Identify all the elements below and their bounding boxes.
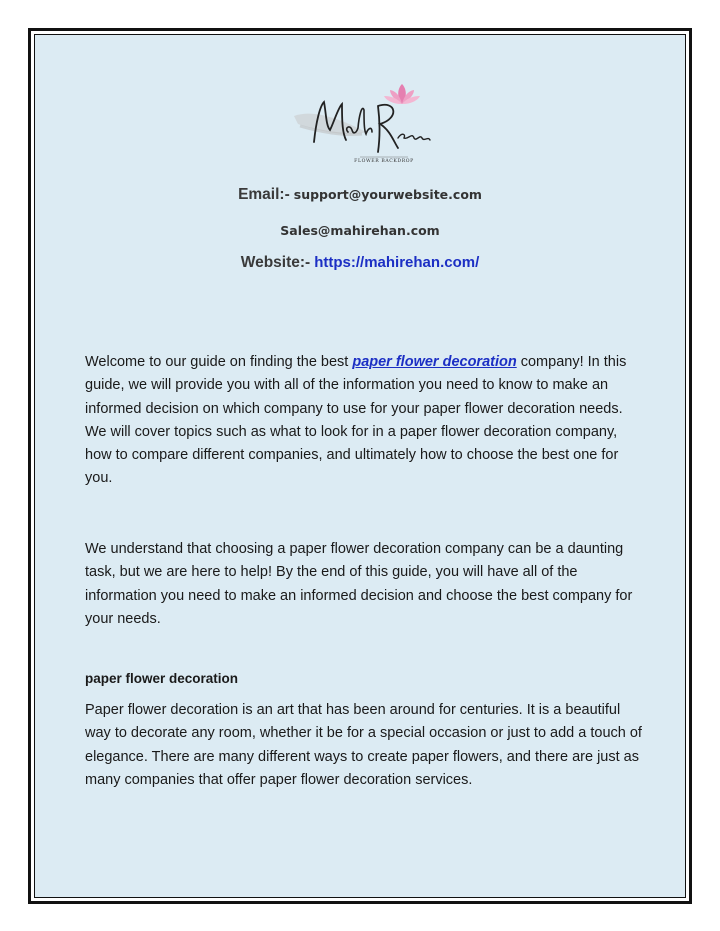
- intro-text-start: Welcome to our guide on finding the best: [85, 354, 353, 370]
- paper-flower-decoration-link[interactable]: paper flower decoration: [352, 354, 517, 370]
- email-line: [34, 186, 686, 204]
- website-link[interactable]: https://mahirehan.com/: [314, 254, 480, 271]
- brand-logo: [286, 82, 436, 174]
- sales-email-line: [34, 222, 686, 240]
- intro-paragraph: [85, 351, 645, 491]
- second-paragraph: We understand that choosing a paper flower decoration company can be a daunting task, but we are here to help! By the end of this guide, you will have all of the information you need to make an informed decision and choose the best company for your needs.: [85, 541, 633, 627]
- svg-text:FLOWER BACKDROP: FLOWER BACKDROP: [354, 159, 414, 164]
- website-label: Website:-: [240, 254, 311, 271]
- brand-logo-graphic: [286, 82, 436, 174]
- email-label: Email:-: [238, 186, 290, 203]
- website-line: [34, 254, 686, 272]
- sales-email[interactable]: Sales@mahirehan.com: [280, 223, 440, 238]
- lotus-icon: [384, 84, 420, 104]
- intro-text-end: company! In this guide, we will provide you with all of the information you need to know to make an informed decision on which company to use for your paper flower decoration needs. We will cover topics such as what to look for in a paper flower decoration company, how to compare different companies, and ultimately how to choose the best one for you.: [85, 354, 627, 487]
- email-value[interactable]: support@yourwebsite.com: [293, 187, 482, 202]
- section-heading: paper flower decoration: [85, 671, 239, 686]
- section-paragraph: Paper flower decoration is an art that has been around for centuries. It is a beautiful way to decorate any room, whether it be for a special occasion or just to add a touch of elegance. There are many different ways to create paper flowers, and there are just as many companies that offer paper flower decoration services.: [85, 702, 642, 788]
